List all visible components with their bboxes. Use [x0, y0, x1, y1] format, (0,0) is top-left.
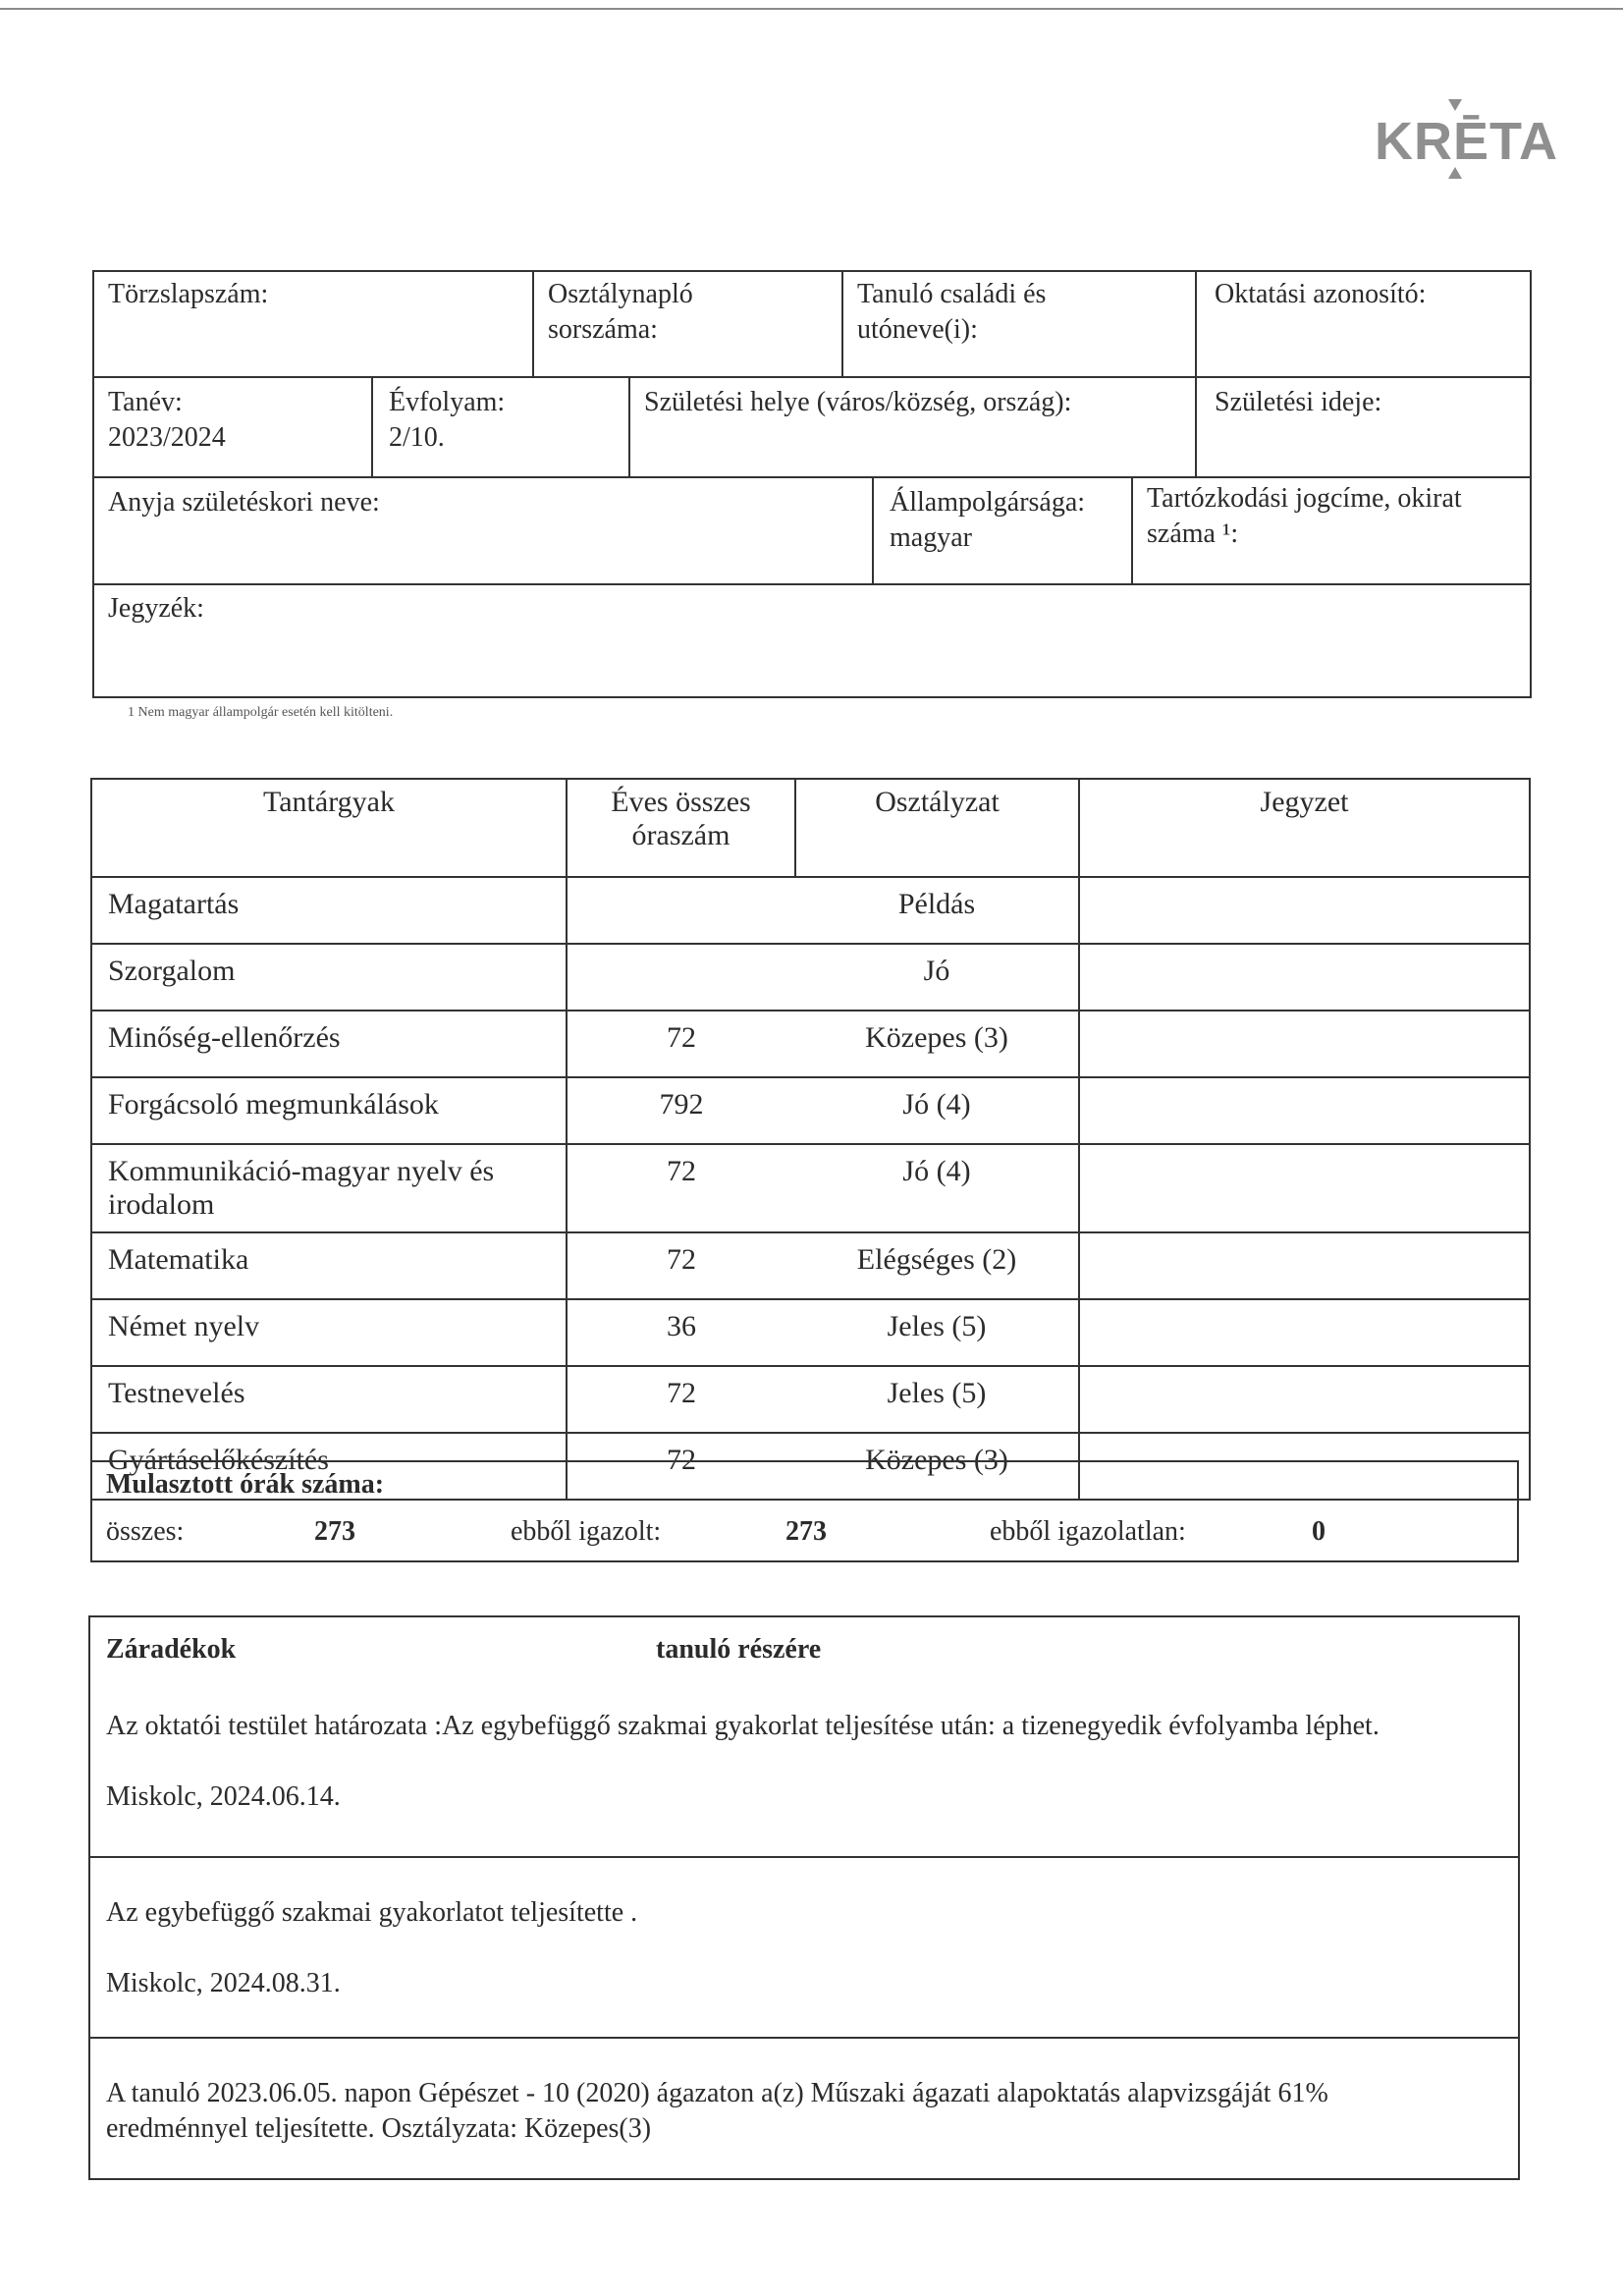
footnote: 1 Nem magyar állampolgár esetén kell kitölteni.	[128, 705, 394, 720]
hours-cell: 72	[567, 1144, 795, 1232]
hours-cell: 36	[567, 1299, 795, 1366]
absences-justified-label: ebből igazolt:	[511, 1516, 662, 1547]
hours-cell	[567, 877, 795, 944]
subject-cell: Német nyelv	[91, 1299, 567, 1366]
torzslapszam-label: Törzslapszám:	[108, 279, 269, 309]
absences-justified-value: 273	[785, 1516, 827, 1547]
kreta-logo	[1375, 93, 1558, 182]
form-divider	[92, 476, 1532, 478]
osztalynaplo-label-line2: sorszáma:	[548, 314, 658, 345]
grade-cell: Példás	[795, 877, 1079, 944]
clause1-text: Az oktatói testület határozata :Az egybefüggő szakmai gyakorlat teljesítése után: a tizenegyedik évfolyamba léphet.	[106, 1711, 1380, 1741]
absences-title: Mulasztott órák száma:	[106, 1469, 385, 1500]
table-row	[91, 877, 1530, 944]
form-divider	[1195, 270, 1197, 476]
absences-total-value: 273	[314, 1516, 355, 1547]
tartozkodasi-label-line1: Tartózkodási jogcíme, okirat	[1147, 483, 1462, 514]
absences-total-label: összes:	[106, 1516, 185, 1547]
grades-table	[90, 778, 1531, 1501]
form-divider	[841, 270, 843, 376]
clauses-divider	[88, 2037, 1520, 2039]
tanev-value: 2023/2024	[108, 422, 226, 453]
form-divider	[1131, 476, 1133, 583]
table-row	[91, 1299, 1530, 1366]
note-cell	[1079, 944, 1530, 1011]
subject-cell: Szorgalom	[91, 944, 567, 1011]
table-row	[91, 1144, 1530, 1232]
table-row	[91, 1366, 1530, 1433]
logo-triangle-bottom-icon	[1448, 167, 1462, 179]
note-cell	[1079, 1366, 1530, 1433]
logo-text: KRĒTA	[1375, 112, 1558, 171]
hours-cell: 72	[567, 1366, 795, 1433]
grade-cell: Jó	[795, 944, 1079, 1011]
grade-cell: Jó (4)	[795, 1077, 1079, 1144]
form-divider	[872, 476, 874, 583]
anyja-neve-label: Anyja születéskori neve:	[108, 487, 380, 518]
header-grade: Osztályzat	[795, 779, 1079, 877]
szuletesi-ideje-label: Születési ideje:	[1215, 387, 1382, 417]
form-divider	[371, 376, 373, 476]
note-cell	[1079, 1011, 1530, 1077]
subject-cell: Gyártáselőkészítés	[91, 1433, 567, 1500]
clause3-line2: eredménnyel teljesítette. Osztályzata: Közepes(3)	[106, 2113, 652, 2144]
clauses-title: Záradékok	[106, 1634, 237, 1665]
scan-edge-line	[0, 8, 1623, 10]
grade-cell: Elégséges (2)	[795, 1232, 1079, 1299]
subject-cell: Testnevelés	[91, 1366, 567, 1433]
subject-cell: Forgácsoló megmunkálások	[91, 1077, 567, 1144]
hours-cell: 72	[567, 1433, 795, 1500]
table-row	[91, 1232, 1530, 1299]
form-divider	[92, 583, 1532, 585]
absences-unjustified-label: ebből igazolatlan:	[990, 1516, 1186, 1547]
grade-cell: Jó (4)	[795, 1144, 1079, 1232]
note-cell	[1079, 1144, 1530, 1232]
clauses-divider	[88, 1856, 1520, 1858]
tanulo-name-label-line1: Tanuló családi és	[857, 279, 1047, 309]
szuletesi-helye-label: Születési helye (város/község, ország):	[644, 387, 1072, 417]
grade-cell: Közepes (3)	[795, 1011, 1079, 1077]
clause2-date: Miskolc, 2024.08.31.	[106, 1968, 341, 1998]
hours-cell	[567, 944, 795, 1011]
clause2-text: Az egybefüggő szakmai gyakorlatot teljesítette .	[106, 1897, 638, 1928]
header-hours: Éves összes óraszám	[567, 779, 795, 877]
note-cell	[1079, 1077, 1530, 1144]
clause3-line1: A tanuló 2023.06.05. napon Gépészet - 10 (2020) ágazaton a(z) Műszaki ágazati alapoktatás alapvizsgáját 61%	[106, 2078, 1328, 2108]
subject-cell: Magatartás	[91, 877, 567, 944]
header-subject: Tantárgyak	[91, 779, 567, 877]
clause1-date: Miskolc, 2024.06.14.	[106, 1781, 341, 1812]
evfolyam-label: Évfolyam:	[389, 387, 506, 417]
tanev-label: Tanév:	[108, 387, 183, 417]
note-cell	[1079, 877, 1530, 944]
allampolgarsag-value: magyar	[890, 522, 972, 553]
evfolyam-value: 2/10.	[389, 422, 445, 453]
subject-cell: Kommunikáció-magyar nyelv és irodalom	[91, 1144, 567, 1232]
jegyzek-label: Jegyzék:	[108, 593, 204, 624]
grades-table-header	[91, 779, 1530, 877]
table-row	[91, 1077, 1530, 1144]
form-divider	[532, 270, 534, 376]
hours-cell: 72	[567, 1011, 795, 1077]
hours-cell: 792	[567, 1077, 795, 1144]
grade-cell: Jeles (5)	[795, 1299, 1079, 1366]
table-row	[91, 1011, 1530, 1077]
allampolgarsag-label: Állampolgársága:	[890, 487, 1086, 518]
tanulo-name-label-line2: utóneve(i):	[857, 314, 978, 345]
absences-unjustified-value: 0	[1312, 1516, 1325, 1547]
note-cell	[1079, 1232, 1530, 1299]
grade-cell: Közepes (3)	[795, 1433, 1079, 1500]
grade-cell: Jeles (5)	[795, 1366, 1079, 1433]
form-divider	[628, 376, 630, 476]
logo-triangle-top-icon	[1448, 99, 1462, 111]
hours-cell: 72	[567, 1232, 795, 1299]
form-divider	[92, 376, 1532, 378]
subject-cell: Minőség-ellenőrzés	[91, 1011, 567, 1077]
subject-cell: Matematika	[91, 1232, 567, 1299]
clauses-subtitle: tanuló részére	[656, 1634, 822, 1665]
osztalynaplo-label-line1: Osztálynapló	[548, 279, 693, 309]
note-cell	[1079, 1299, 1530, 1366]
oktatasi-azonosito-label: Oktatási azonosító:	[1215, 279, 1427, 309]
tartozkodasi-label-line2: száma ¹:	[1147, 519, 1239, 549]
header-note: Jegyzet	[1079, 779, 1530, 877]
table-row	[91, 944, 1530, 1011]
